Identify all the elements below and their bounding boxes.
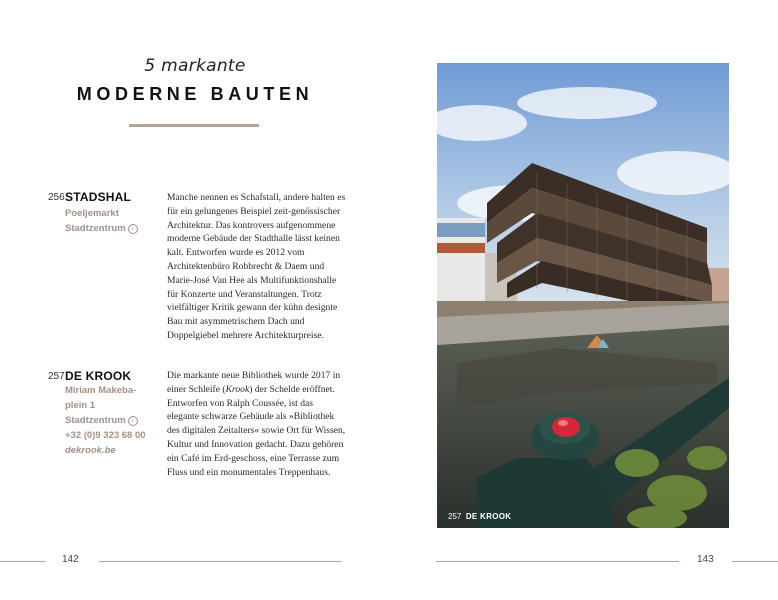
page-number-right: 143 — [697, 554, 714, 565]
address-line — [65, 413, 146, 428]
address-line: Poeljemarkt — [65, 208, 119, 219]
photo-caption — [448, 512, 511, 521]
page-number-left: 142 — [62, 554, 79, 565]
description-text: ) der Schelde eröffnet. Entworfen von Ralph Coussée, ist das elegante schwarze Gebäude als »Bibliothek des digitalen Zeitalters« sowie Ort für Wissen, Kultur und Innovation gedacht. Dazu gehören ein Café im Erd-geschoss, eine Terrasse zum Fluss und ein monumentales Treppenhaus. — [167, 383, 346, 478]
address-district: Stadtzentrum — [65, 415, 126, 426]
description-emphasis: Krook — [225, 383, 250, 395]
entry-name: DE KROOK — [65, 369, 132, 383]
red-marker — [552, 417, 580, 437]
photo-illustration — [437, 63, 729, 528]
title-divider — [129, 124, 259, 127]
address-line — [65, 221, 138, 236]
entry-address — [65, 206, 138, 236]
section-title: MODERNE BAUTEN — [76, 84, 314, 104]
entry-number: 257 — [48, 371, 65, 382]
address-district: Stadtzentrum — [65, 223, 126, 234]
info-icon: i — [128, 416, 138, 426]
footer-rule — [436, 561, 679, 562]
address-line: Miriam Makeba- — [65, 385, 137, 396]
description-text: Die markante neue Bibliothek wurde 2017 in einer Schleife ( — [167, 370, 341, 395]
entry-number: 256 — [48, 192, 65, 203]
entry-address — [65, 383, 146, 458]
info-icon: i — [128, 224, 138, 234]
footer-rule — [0, 561, 46, 562]
footer-rule — [732, 561, 778, 562]
footer-rule — [99, 561, 342, 562]
section-subtitle: 5 markante — [144, 56, 246, 76]
caption-number: 257 — [448, 512, 462, 521]
entry-name: STADSHAL — [65, 190, 132, 204]
caption-name: DE KROOK — [465, 512, 512, 521]
website-link[interactable]: dekrook.be — [65, 445, 116, 456]
entry-description: Manche nennen es Schafstall, andere halten es für ein gelungenes Beispiel zeit-genössischer Architektur. Das kontrovers aufgenommene moderne Gebäude der Stadthalle lässt keinen kalt. Entworfen wurde es 2012 vom Architektenbüro Robbrecht & Daem und Marie-José Van Hee als Multifunktionshalle für Konzerte und Veranstaltungen. Trotz vielfältiger Kritik gewann der kühn designte Bau mit asymmetrischem Dach und Doppelgiebel mehrere Architekturpreise. — [167, 192, 346, 341]
building-photo — [437, 63, 729, 528]
phone-number: +32 (0)9 323 68 00 — [65, 430, 146, 441]
address-line: plein 1 — [65, 400, 96, 411]
entry-description — [167, 369, 347, 479]
